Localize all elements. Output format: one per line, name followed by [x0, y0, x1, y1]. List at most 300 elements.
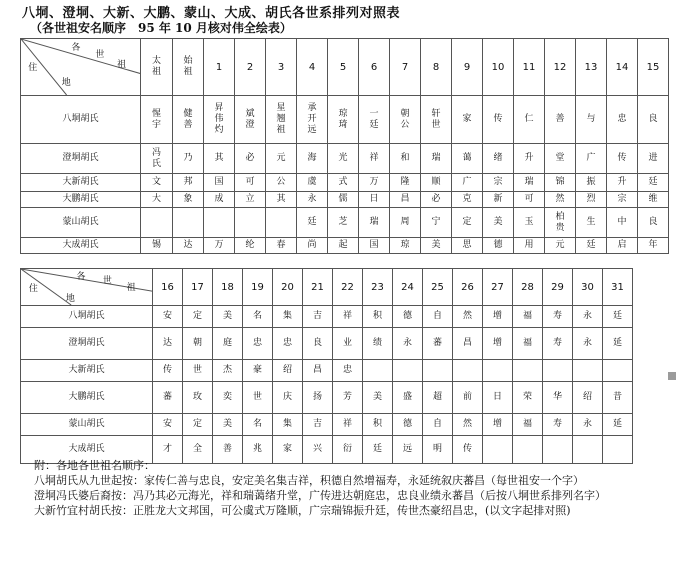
clan-name: 蒙山胡氏: [21, 208, 141, 238]
gen-cell: [453, 360, 483, 382]
table2-corner-cell: [21, 269, 153, 306]
gen-cell: 美: [363, 382, 393, 414]
gen-cell: [513, 360, 543, 382]
gen-cell: 积: [363, 414, 393, 436]
gen-char: 必: [431, 194, 441, 204]
gen-char: 春: [276, 240, 286, 250]
gen-cell: [297, 144, 328, 174]
gen-cell: 昔: [603, 382, 633, 414]
generation-number: 4: [297, 39, 328, 96]
gen-char: 公: [276, 177, 286, 187]
generation-number: 18: [213, 269, 243, 306]
table1-corner-cell: [21, 39, 141, 96]
gen-char: 儒: [338, 194, 348, 204]
gen-char: 用: [524, 240, 534, 250]
gen-cell: 良: [303, 328, 333, 360]
gen-cell: 蕃: [423, 328, 453, 360]
gen-cell: 廷: [603, 306, 633, 328]
gen-cell: 寿: [543, 306, 573, 328]
gen-cell: [390, 208, 421, 238]
gen-cell: [359, 144, 390, 174]
gen-char: 可: [245, 177, 255, 187]
generation-number: 24: [393, 269, 423, 306]
gen-char: 克: [462, 194, 472, 204]
gen-cell: 延: [603, 414, 633, 436]
gen-cell: [545, 174, 576, 192]
gen-cell: [266, 208, 297, 238]
corner-label-shi: 世: [102, 276, 112, 287]
generation-number: 13: [576, 39, 607, 96]
gen-cell: [573, 360, 603, 382]
gen-char: 思: [462, 240, 472, 250]
gen-cell: [607, 96, 638, 144]
gen-cell: 昌: [303, 360, 333, 382]
gen-cell: 定: [183, 414, 213, 436]
gen-char: 达: [183, 240, 193, 250]
gen-char: 传: [493, 114, 503, 124]
gen-char: 顺: [431, 177, 441, 187]
gen-cell: [297, 208, 328, 238]
gen-cell: [359, 208, 390, 238]
gen-char: 良: [648, 114, 658, 124]
gen-char: 万: [369, 177, 379, 187]
gen-char: 式: [338, 177, 348, 187]
gen-cell: [483, 208, 514, 238]
gen-cell: [328, 96, 359, 144]
clan-name: 澄垌胡氏: [21, 144, 141, 174]
gen-cell: [638, 192, 669, 208]
gen-cell: [514, 144, 545, 174]
gen-cell: [328, 144, 359, 174]
gen-cell: [235, 208, 266, 238]
gen-cell: [452, 144, 483, 174]
gen-cell: [390, 192, 421, 208]
gen-cell: [607, 208, 638, 238]
table1-row: [21, 144, 669, 174]
gen-cell: [514, 192, 545, 208]
gen-char: 大: [151, 194, 161, 204]
gen-cell-shizu: [173, 96, 204, 144]
gen-cell: [483, 144, 514, 174]
gen-cell: 自: [423, 414, 453, 436]
gen-char: 万: [214, 240, 224, 250]
gen-cell-taizu: [141, 192, 173, 208]
clan-name: 八垌胡氏: [21, 96, 141, 144]
gen-cell: 传: [153, 360, 183, 382]
gen-cell: 蕃: [153, 382, 183, 414]
clan-name: 大新胡氏: [21, 174, 141, 192]
gen-cell: [421, 96, 452, 144]
gen-cell: [603, 360, 633, 382]
gen-char: 振: [586, 177, 596, 187]
gen-cell: [235, 192, 266, 208]
gen-cell: 增: [483, 414, 513, 436]
gen-char: 斌澄: [245, 108, 255, 130]
gen-cell: [452, 96, 483, 144]
gen-char: 升: [617, 177, 627, 187]
gen-cell: 祥: [333, 414, 363, 436]
generation-number: 29: [543, 269, 573, 306]
gen-char: 祥: [369, 153, 379, 163]
gen-char: 宗: [617, 194, 627, 204]
notes-section: [12, 458, 660, 518]
gen-char: 绪: [493, 153, 503, 163]
gen-cell: 延: [603, 328, 633, 360]
generation-number: 16: [153, 269, 183, 306]
gen-cell: [576, 174, 607, 192]
gen-char: 文: [151, 177, 161, 187]
gen-cell: 福: [513, 306, 543, 328]
gen-cell: [638, 174, 669, 192]
gen-char: 善: [555, 114, 565, 124]
gen-cell: 忠: [243, 328, 273, 360]
gen-cell: 家: [273, 436, 303, 464]
generation-number: 2: [235, 39, 266, 96]
gen-cell: [607, 238, 638, 254]
gen-cell: 荣: [513, 382, 543, 414]
gen-cell: [390, 238, 421, 254]
table1-row: [21, 238, 669, 254]
gen-cell: [266, 192, 297, 208]
gen-char: 纶: [245, 240, 255, 250]
gen-cell: [266, 238, 297, 254]
notes-heading: 附：各地各世祖名顺序：: [34, 459, 155, 472]
clan-name: 大鹏胡氏: [21, 192, 141, 208]
generation-number: 19: [243, 269, 273, 306]
table1-header-row: [21, 39, 669, 96]
corner-header: [21, 269, 152, 305]
scroll-indicator[interactable]: [668, 372, 676, 380]
gen-char: 德: [493, 240, 503, 250]
gen-cell: [421, 174, 452, 192]
gen-char: 美: [431, 240, 441, 250]
table2-row: [21, 306, 633, 328]
gen-cell: [452, 174, 483, 192]
gen-cell: 自: [423, 306, 453, 328]
generation-number: 3: [266, 39, 297, 96]
corner-label-shi: 世: [95, 50, 105, 61]
gen-char: 玉: [524, 217, 534, 227]
gen-cell: [235, 174, 266, 192]
gen-cell: [421, 238, 452, 254]
gen-cell: [514, 174, 545, 192]
gen-cell: [421, 208, 452, 238]
gen-char: 周: [400, 217, 410, 227]
gen-char: 元: [276, 153, 286, 163]
gen-cell: 远: [393, 436, 423, 464]
corner-label-di: 地: [65, 294, 75, 305]
generation-number: 26: [453, 269, 483, 306]
generation-number: 20: [273, 269, 303, 306]
gen-cell: [483, 192, 514, 208]
gen-cell: [483, 174, 514, 192]
gen-cell: [607, 192, 638, 208]
table2-row: [21, 360, 633, 382]
gen-cell: [235, 238, 266, 254]
table2-header-row: [21, 269, 633, 306]
generation-number: 31: [603, 269, 633, 306]
generation-number: 17: [183, 269, 213, 306]
gen-cell: 德: [393, 414, 423, 436]
gen-char: 堂: [555, 153, 565, 163]
gen-char: 良: [648, 217, 658, 227]
gen-cell: [363, 360, 393, 382]
gen-cell: [266, 174, 297, 192]
gen-cell: [607, 174, 638, 192]
gen-cell: [576, 144, 607, 174]
gen-char: 昇伟灼: [214, 103, 224, 135]
gen-char: 烈: [586, 194, 596, 204]
gen-cell: [297, 192, 328, 208]
gen-cell-shizu: [173, 192, 204, 208]
gen-cell: 绍: [573, 382, 603, 414]
table2-row: [21, 328, 633, 360]
clan-name: 澄垌胡氏: [21, 328, 153, 360]
gen-char: 元: [555, 240, 565, 250]
gen-char: 瑞: [369, 217, 379, 227]
gen-char: 承开远: [307, 103, 317, 135]
generation-number: 28: [513, 269, 543, 306]
gen-cell: [328, 208, 359, 238]
gen-cell: [390, 144, 421, 174]
gen-cell: [514, 96, 545, 144]
gen-char: 瑞: [524, 177, 534, 187]
gen-cell: [423, 360, 453, 382]
gen-cell: 绍: [273, 360, 303, 382]
gen-cell: 扬: [303, 382, 333, 414]
gen-cell: 定: [183, 306, 213, 328]
gen-cell: [638, 144, 669, 174]
corner-header: [21, 39, 140, 95]
gen-cell: [576, 192, 607, 208]
gen-cell: 寿: [543, 414, 573, 436]
gen-cell: [328, 238, 359, 254]
gen-cell: [204, 174, 235, 192]
gen-char: 瑞: [431, 153, 441, 163]
gen-cell: [514, 238, 545, 254]
gen-char: 可: [524, 194, 534, 204]
gen-cell: [514, 208, 545, 238]
gen-char: 启: [617, 240, 627, 250]
generation-number: 7: [390, 39, 421, 96]
gen-cell: 福: [513, 414, 543, 436]
gen-cell: 全: [183, 436, 213, 464]
gen-cell: [638, 238, 669, 254]
gen-char: 廷: [586, 240, 596, 250]
gen-char: 尚: [307, 240, 317, 250]
gen-cell: [421, 144, 452, 174]
gen-cell: 日: [483, 382, 513, 414]
gen-cell: 名: [243, 306, 273, 328]
generation-number: 11: [514, 39, 545, 96]
gen-cell-taizu: [141, 144, 173, 174]
generation-number: 14: [607, 39, 638, 96]
page-title: 八垌、澄垌、大新、大鹏、蒙山、大成、胡氏各世系排列对照表: [22, 6, 401, 21]
gen-cell: 朝: [183, 328, 213, 360]
gen-char: 维: [648, 194, 658, 204]
gen-char: 冯氏: [151, 147, 161, 169]
gen-cell: [297, 174, 328, 192]
gen-cell: 永: [573, 414, 603, 436]
generation-number: 23: [363, 269, 393, 306]
gen-cell: 名: [243, 414, 273, 436]
gen-char: 立: [245, 194, 255, 204]
gen-char: 和: [400, 153, 410, 163]
gen-cell: [266, 144, 297, 174]
corner-label-zhu: 住: [28, 284, 38, 295]
gen-char: 健善: [183, 108, 193, 130]
gen-cell: [483, 238, 514, 254]
gen-cell: 集: [273, 306, 303, 328]
gen-cell: 积: [363, 306, 393, 328]
gen-cell: 忠: [273, 328, 303, 360]
gen-cell: [576, 238, 607, 254]
corner-label-ge: 各: [76, 271, 86, 282]
gen-cell: 吉: [303, 414, 333, 436]
gen-cell: [576, 208, 607, 238]
gen-char: 隆: [400, 177, 410, 187]
gen-cell: 永: [573, 328, 603, 360]
gen-char: 国: [214, 177, 224, 187]
gen-char: 朝公: [400, 108, 410, 130]
gen-cell: 吉: [303, 306, 333, 328]
gen-char: 其: [214, 153, 224, 163]
table1-row: [21, 208, 669, 238]
generation-number: 15: [638, 39, 669, 96]
clan-name: 大成胡氏: [21, 238, 141, 254]
gen-cell-shizu: [173, 208, 204, 238]
notes-badong: 八垌胡氏从九世起按：家传仁善与忠良，安定美名集吉祥，积德自然增福寿，永延统叙庆蕃昌（每世祖安一个字）: [34, 474, 584, 487]
corner-label-di: 地: [61, 78, 71, 89]
gen-char: 宗: [493, 177, 503, 187]
gen-char: 起: [338, 240, 348, 250]
gen-cell: 达: [153, 328, 183, 360]
gen-cell: [235, 144, 266, 174]
gen-cell: 永: [573, 306, 603, 328]
gen-char: 国: [369, 240, 379, 250]
gen-char: 广: [586, 153, 596, 163]
gen-char: 乃: [183, 153, 193, 163]
gen-cell: 祥: [333, 306, 363, 328]
gen-char: 年: [648, 240, 658, 250]
gen-char: 象: [183, 194, 193, 204]
gen-cell: 安: [153, 414, 183, 436]
table1-row: [21, 96, 669, 144]
gen-cell: [607, 144, 638, 174]
gen-char: 宁: [431, 217, 441, 227]
gen-cell: [483, 96, 514, 144]
gen-char: 锦: [555, 177, 565, 187]
gen-cell: 美: [213, 306, 243, 328]
gen-cell: 豪: [243, 360, 273, 382]
gen-cell: 然: [453, 414, 483, 436]
gen-char: 琼琦: [338, 108, 348, 130]
generation-number: 1: [204, 39, 235, 96]
generation-number: 12: [545, 39, 576, 96]
generation-table-2: [20, 268, 633, 464]
generation-number: 27: [483, 269, 513, 306]
gen-cell: 廷: [363, 436, 393, 464]
gen-cell: 昌: [453, 328, 483, 360]
gen-cell: [576, 96, 607, 144]
gen-cell: [328, 192, 359, 208]
gen-char: 成: [214, 194, 224, 204]
gen-cell: [545, 144, 576, 174]
gen-char: 美: [493, 217, 503, 227]
gen-cell: 华: [543, 382, 573, 414]
gen-cell: 世: [183, 360, 213, 382]
gen-char: 惺宇: [151, 108, 161, 130]
gen-cell: [638, 208, 669, 238]
generation-number: 25: [423, 269, 453, 306]
gen-cell: [266, 96, 297, 144]
gen-char: 生: [586, 217, 596, 227]
gen-char: 传: [617, 153, 627, 163]
gen-cell: 善: [213, 436, 243, 464]
gen-cell: [204, 144, 235, 174]
clan-name: 蒙山胡氏: [21, 414, 153, 436]
gen-cell: 寿: [543, 328, 573, 360]
gen-cell: [204, 238, 235, 254]
gen-cell: [452, 208, 483, 238]
gen-cell: 绩: [363, 328, 393, 360]
gen-char: 忠: [617, 114, 627, 124]
corner-label-zhu: 住: [28, 62, 38, 73]
gen-char: 琼: [400, 240, 410, 250]
gen-char: 昌: [400, 194, 410, 204]
generation-number: 8: [421, 39, 452, 96]
gen-cell-shizu: [173, 144, 204, 174]
gen-cell: 芳: [333, 382, 363, 414]
gen-char: 光: [338, 153, 348, 163]
generation-number: 6: [359, 39, 390, 96]
gen-cell-taizu: [141, 208, 173, 238]
gen-cell: [483, 360, 513, 382]
gen-char: 邦: [183, 177, 193, 187]
notes-chengdong: 澄垌冯氏婆后裔按：冯乃其必元海光，祥和瑞蔼绪升堂，广传进达朝庭忠，忠良业绩永蕃昌（后按八垌世系排列名字）: [34, 489, 606, 502]
gen-cell: [545, 192, 576, 208]
gen-char: 一廷: [369, 108, 379, 130]
generation-table-1: [20, 38, 669, 254]
gen-cell: 兴: [303, 436, 333, 464]
gen-cell: [328, 174, 359, 192]
gen-char: 海: [307, 153, 317, 163]
gen-cell: [390, 174, 421, 192]
gen-cell: [204, 192, 235, 208]
gen-char: 仁: [524, 114, 534, 124]
generation-number: 10: [483, 39, 514, 96]
gen-char: 柏贵: [555, 211, 565, 233]
table2-row: [21, 382, 633, 414]
gen-cell: [204, 96, 235, 144]
generation-number: 22: [333, 269, 363, 306]
gen-cell: [638, 96, 669, 144]
shizu-label: 始祖: [183, 56, 193, 77]
gen-char: 廷: [648, 177, 658, 187]
clan-name: 大成胡氏: [21, 436, 153, 464]
gen-cell: 明: [423, 436, 453, 464]
gen-cell: 集: [273, 414, 303, 436]
gen-cell: [297, 238, 328, 254]
corner-label-zu: 祖: [126, 282, 136, 293]
gen-cell: 忠: [333, 360, 363, 382]
gen-cell: 盛: [393, 382, 423, 414]
gen-char: 蔼: [462, 153, 472, 163]
gen-char: 轩世: [431, 108, 441, 130]
gen-char: 与: [586, 114, 596, 124]
gen-cell: 安: [153, 306, 183, 328]
gen-cell: [545, 238, 576, 254]
